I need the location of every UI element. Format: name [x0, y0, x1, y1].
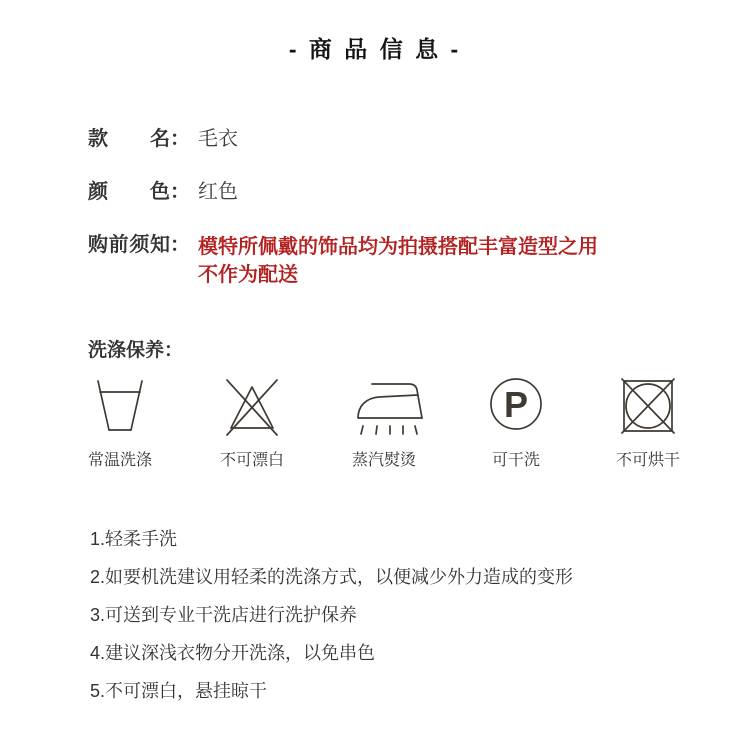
care-section-heading: 洗涤保养： [88, 340, 184, 361]
purchase-notice-line-1: 模特所佩戴的饰品均为拍摄搭配丰富造型之用 [198, 236, 598, 258]
care-instruction-4: 4.建议深浅衣物分开洗涤，以免串色 [90, 643, 376, 663]
no-tumble-dry-icon [616, 374, 680, 440]
care-icon-label-dry-clean: 可干洗 [491, 452, 540, 469]
care-icon-item-dry-clean [450, 374, 582, 470]
care-instruction-list [90, 520, 750, 710]
page-title: - 商 品 信 息 - [288, 36, 462, 62]
care-icon-label-wash: 常温洗涤 [87, 452, 152, 469]
purchase-notice-colon: ： [170, 234, 190, 256]
steam-iron-icon [352, 374, 416, 440]
field-color-value: 红色 [198, 181, 238, 203]
field-style-name-colon: ： [170, 128, 190, 150]
care-icon-item-no-bleach [186, 374, 318, 470]
field-color-label: 颜色 [88, 181, 170, 203]
care-icon-label-no-bleach: 不可漂白 [219, 452, 284, 469]
purchase-notice-text [198, 233, 598, 289]
field-style-name-value: 毛衣 [198, 128, 238, 150]
field-style-name-label: 款名 [88, 128, 170, 150]
field-color-colon: ： [170, 181, 190, 203]
purchase-notice [88, 233, 750, 289]
dry-clean-icon [484, 374, 548, 440]
dry-clean-p-symbol: P [503, 384, 529, 425]
care-icons-row [54, 374, 714, 470]
care-icon-label-steam-iron: 蒸汽熨烫 [351, 452, 416, 469]
care-instruction-3: 3.可送到专业干洗店进行洗护保养 [90, 605, 358, 625]
field-color [88, 180, 750, 204]
no-bleach-icon [220, 374, 284, 440]
care-icon-item-no-tumble-dry [582, 374, 714, 470]
wash-normal-temp-icon [88, 374, 152, 440]
care-instruction-2: 2.如要机洗建议用轻柔的洗涤方式，以便减少外力造成的变形 [90, 567, 574, 587]
purchase-notice-line-2: 不作为配送 [198, 264, 298, 286]
field-style-name [88, 127, 750, 151]
care-icon-item-wash [54, 374, 186, 470]
purchase-notice-label: 购前须知 [88, 234, 170, 256]
care-instruction-1: 1.轻柔手洗 [90, 529, 178, 549]
care-instruction-5: 5.不可漂白，悬挂晾干 [90, 681, 268, 701]
product-fields [88, 127, 750, 289]
care-icon-label-no-tumble-dry: 不可烘干 [615, 452, 680, 469]
care-icon-item-steam-iron [318, 374, 450, 470]
